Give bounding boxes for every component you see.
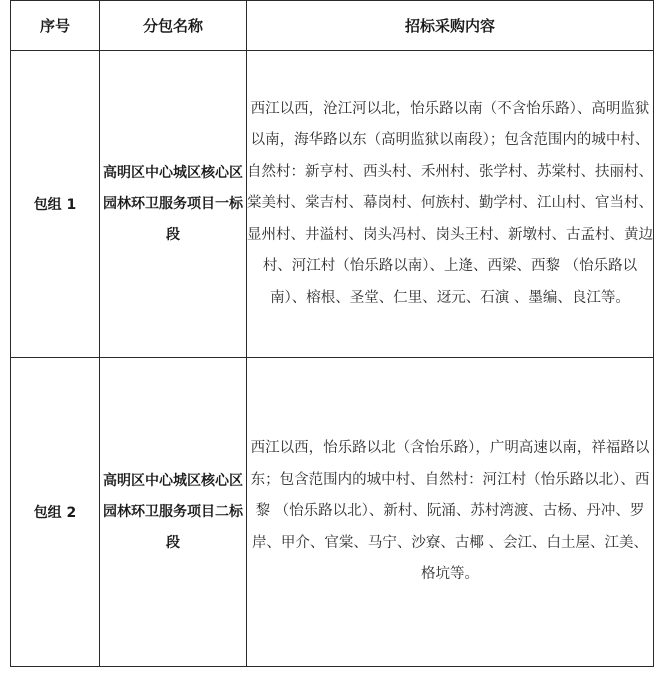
package-number: 包组 2 xyxy=(11,358,100,667)
table-header xyxy=(11,1,654,51)
bid-packages-table xyxy=(10,0,654,667)
procurement-content: 西江以西，沧江河以北，怡乐路以南（不含怡乐路）、高明监狱以南，海华路以东（高明监狱以南段）；包含范围内的城中村、自然村：新亨村、西头村、禾州村、张学村、苏棠村、扶丽村、棠美村、棠吉村、幕岗村、何族村、勤学村、江山村、官当村、显州村、井溢村、岗头冯村、岗头王村、新墩村、古孟村、黄边村、河江村（怡乐路以南）、上逄、西梁、西黎 （怡乐路以南）、榕根、圣堂、仁里、迓元、石演 、墨编、良江等。 xyxy=(247,51,654,358)
package-number: 包组 1 xyxy=(11,51,100,358)
header-package-name: 分包名称 xyxy=(100,1,247,51)
header-row xyxy=(11,1,654,51)
header-serial-no: 序号 xyxy=(11,1,100,51)
package-name: 高明区中心城区核心区园林环卫服务项目二标段 xyxy=(100,358,247,667)
procurement-content: 西江以西，怡乐路以北（含怡乐路），广明高速以南，祥福路以东；包含范围内的城中村、自然村：河江村（怡乐路以北）、西黎 （怡乐路以北）、新村、阮涌、苏村湾渡、古杨、丹冲、罗岸、甲介、官棠、马宁、沙寮、古椰 、会江、白土屋、江美、格坑等。 xyxy=(247,358,654,667)
header-procurement-content: 招标采购内容 xyxy=(247,1,654,51)
table-row xyxy=(11,358,654,667)
package-name: 高明区中心城区核心区园林环卫服务项目一标段 xyxy=(100,51,247,358)
table-row xyxy=(11,51,654,358)
